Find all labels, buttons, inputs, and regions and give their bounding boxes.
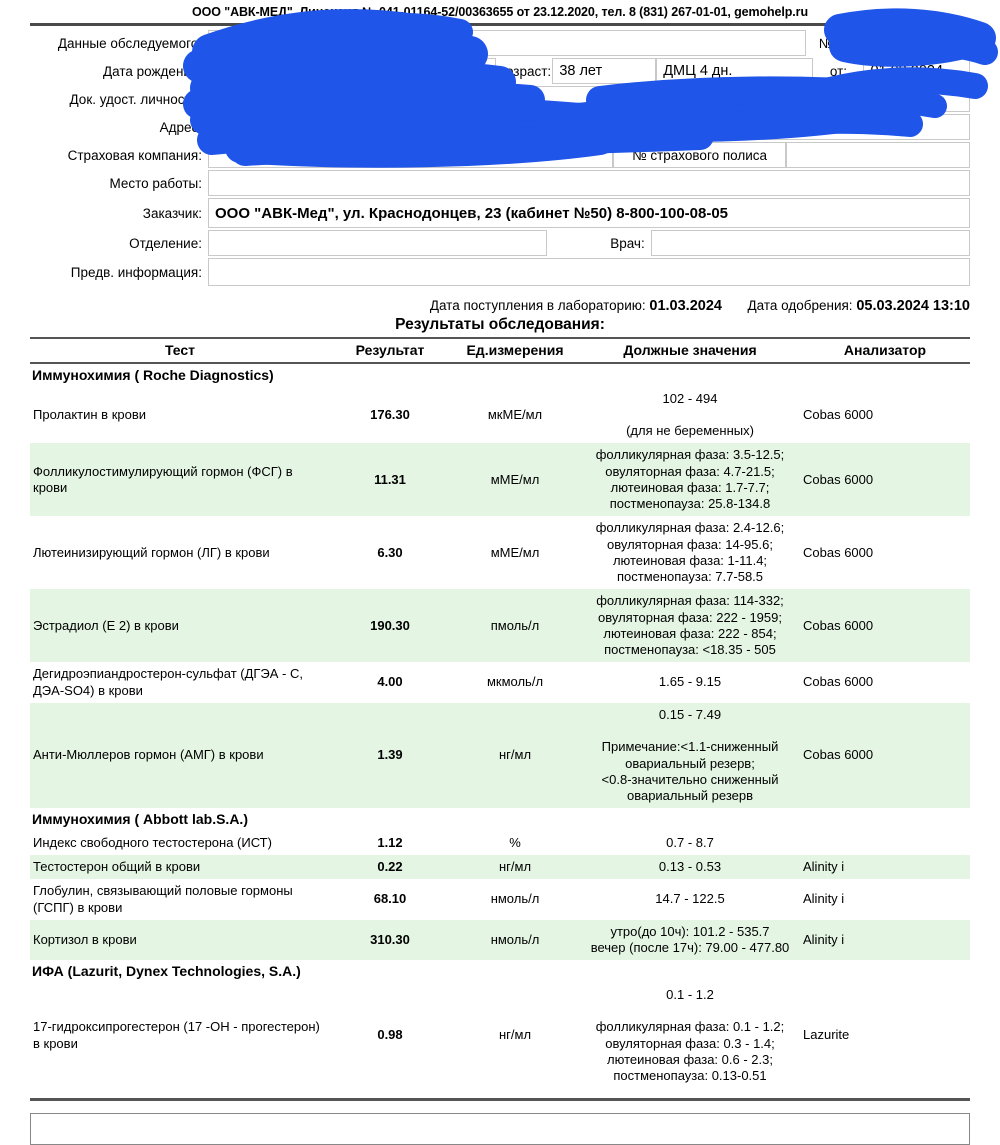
column-header-reference: Должные значения xyxy=(580,338,800,363)
form-row-insurance xyxy=(30,142,970,168)
cell-reference: фолликулярная фаза: 3.5-12.5; овуляторная фаза: 4.7-21.5; лютеиновая фаза: 1.7-7.7; постменопауза: 25.8-134.8 xyxy=(580,443,800,516)
cell-test: Эстрадиол (Е 2) в крови xyxy=(30,589,330,662)
approved-date-label: Дата одобрения: xyxy=(747,298,853,313)
doctor-label: Врач: xyxy=(610,235,645,251)
form-row-patient-data xyxy=(30,30,970,56)
cycle-day-field[interactable]: ДМЦ 4 дн. xyxy=(656,58,813,84)
cell-test: Фолликулостимулирующий гормон (ФСГ) в крови xyxy=(30,443,330,516)
age-field[interactable]: 38 лет xyxy=(552,58,656,84)
cell-analyzer xyxy=(800,831,970,855)
results-table-wrap xyxy=(30,337,970,1088)
license-header: ООО "АВК-МЕД", Лицензия № 041-01164-52/00363655 от 23.12.2020, тел. 8 (831) 267-01-01, gemohelp.ru xyxy=(192,5,808,19)
policy-number-field[interactable] xyxy=(786,142,970,168)
customer-field[interactable]: ООО "АВК-Мед", ул. Краснодонцев, 23 (кабинет №50) 8-800-100-08-05 xyxy=(208,198,970,228)
table-row xyxy=(30,920,970,961)
cell-test: Кортизол в крови xyxy=(30,920,330,961)
form-row-workplace xyxy=(30,170,970,196)
table-row xyxy=(30,879,970,920)
workplace-field[interactable] xyxy=(208,170,970,196)
cell-test: Лютеинизирующий гормон (ЛГ) в крови xyxy=(33,544,270,560)
form-row-address xyxy=(30,114,970,140)
cell-reference: 14.7 - 122.5 xyxy=(655,891,725,907)
cell-analyzer: Lazurite xyxy=(803,1027,850,1043)
table-row xyxy=(30,387,970,444)
cell-result: 176.30 xyxy=(370,406,410,422)
cell-reference: фолликулярная фаза: 2.4-12.6; овуляторная фаза: 14-95.6; лютеиновая фаза: 1-11.4; постменопауза: 7.7-58.5 xyxy=(595,520,785,584)
cell-analyzer: Alinity i xyxy=(800,920,970,961)
table-row xyxy=(30,855,970,879)
table-row xyxy=(30,589,970,662)
cell-reference: фолликулярная фаза: 114-332; овуляторная фаза: 222 - 1959; лютеиновая фаза: 222 - 854; постменопауза: <18.35 - 505 xyxy=(580,589,800,662)
cell-result: 11.31 xyxy=(330,443,450,516)
cell-test: Индекс свободного тестостерона (ИСТ) xyxy=(33,834,272,850)
cell-reference: утро(до 10ч): 101.2 - 535.7 вечер (после 17ч): 79.00 - 477.80 xyxy=(580,920,800,961)
from-date-field[interactable]: 01.03.2024 xyxy=(863,58,970,84)
cell-test: Тестостерон общий в крови xyxy=(30,855,330,879)
age-label: Возраст: xyxy=(496,58,552,84)
cell-units: % xyxy=(509,834,521,850)
results-table-body xyxy=(30,363,970,1088)
prelim-info-label: Предв. информация: xyxy=(70,264,202,280)
approved-date-value: 05.03.2024 13:10 xyxy=(856,298,970,314)
cell-reference: 1.65 - 9.15 xyxy=(658,674,722,690)
cell-result: 4.00 xyxy=(377,674,403,690)
cell-result: 310.30 xyxy=(330,920,450,961)
cell-units: мМЕ/мл xyxy=(450,443,580,516)
policy-number-label: № страхового полиса xyxy=(613,142,787,168)
table-row xyxy=(30,443,970,516)
cell-analyzer: Cobas 6000 xyxy=(803,674,874,690)
department-field[interactable] xyxy=(208,230,547,256)
cell-reference: 0.15 - 7.49 Примечание:<1.1-сниженный овариальный резерв; <0.8-значительно сниженный овариальный резерв xyxy=(580,703,800,809)
form-row-birthdate xyxy=(30,58,970,84)
cell-result: 0.98 xyxy=(377,1027,403,1043)
cell-units: мкмоль/л xyxy=(486,674,544,690)
prelim-info-field[interactable] xyxy=(208,258,970,286)
patient-form xyxy=(30,26,970,286)
id-document-label: Док. удост. личности: xyxy=(69,91,202,107)
gender-field[interactable]: женский xyxy=(409,58,496,84)
id-document-field[interactable] xyxy=(208,86,970,112)
results-title: Результаты обследования: xyxy=(395,316,605,333)
cell-reference: 0.7 - 8.7 xyxy=(666,834,714,850)
results-table xyxy=(30,337,970,1088)
column-header-result: Результат xyxy=(330,338,450,363)
cell-units: нмоль/л xyxy=(490,891,540,907)
cell-result: 190.30 xyxy=(330,589,450,662)
table-row xyxy=(30,516,970,589)
cell-analyzer: Cobas 6000 xyxy=(803,544,874,560)
cell-units: нг/мл xyxy=(450,703,580,809)
column-header-units: Ед.измерения xyxy=(450,338,580,363)
insurance-company-label: Страховая компания: xyxy=(67,147,202,163)
cell-analyzer: Alinity i xyxy=(800,855,970,879)
group-label: ИФА (Lazurit, Dynex Technologies, S.A.) xyxy=(30,960,970,983)
form-row-customer xyxy=(30,198,970,228)
cell-units: мМЕ/мл xyxy=(490,544,540,560)
table-row xyxy=(30,831,970,855)
number-field[interactable] xyxy=(846,30,970,56)
cell-units: пмоль/л xyxy=(450,589,580,662)
cell-test: Пролактин в крови xyxy=(33,406,147,422)
table-group-row xyxy=(30,363,970,387)
cell-test: Глобулин, связывающий половые гормоны (ГСПГ) в крови xyxy=(33,883,293,915)
group-label: Иммунохимия ( Abbott lab.S.A.) xyxy=(30,808,970,831)
cell-units: нг/мл xyxy=(450,855,580,879)
cell-reference: 102 - 494 (для не беременных) xyxy=(626,390,754,438)
cell-analyzer: Cobas 6000 xyxy=(800,589,970,662)
cell-analyzer: Cobas 6000 xyxy=(800,703,970,809)
form-row-department xyxy=(30,230,970,256)
cell-analyzer: Cobas 6000 xyxy=(803,406,874,422)
column-header-test: Тест xyxy=(30,338,330,363)
cell-test: Анти-Мюллеров гормон (АМГ) в крови xyxy=(30,703,330,809)
group-label: Иммунохимия ( Roche Diagnostics) xyxy=(30,363,970,387)
cell-reference: 0.13 - 0.53 xyxy=(580,855,800,879)
cell-units: нг/мл xyxy=(498,1027,532,1043)
column-header-analyzer: Анализатор xyxy=(800,338,970,363)
table-header-row xyxy=(30,338,970,363)
address-label: Адрес: xyxy=(159,119,202,135)
cell-test: Дегидроэпиандростерон-сульфат (ДГЭА - С, ДЭА-SO4) в крови xyxy=(33,666,303,698)
cell-test: 17-гидроксипрогестерон (17 -ОН - прогестерон) в крови xyxy=(33,1019,320,1051)
cell-analyzer: Alinity i xyxy=(803,891,845,907)
cell-result: 1.12 xyxy=(377,834,403,850)
number-label: № xyxy=(818,35,834,51)
doctor-field[interactable] xyxy=(651,230,970,256)
from-label: от: xyxy=(829,63,848,79)
cell-units: мкМЕ/мл xyxy=(487,406,543,422)
received-date-value: 01.03.2024 xyxy=(649,298,722,314)
birthdate-field[interactable] xyxy=(208,58,409,84)
patient-data-field[interactable] xyxy=(208,30,806,56)
workplace-label: Место работы: xyxy=(109,175,202,191)
patient-data-label: Данные обследуемого: xyxy=(57,35,202,51)
department-label: Отделение: xyxy=(129,235,202,251)
cell-result: 1.39 xyxy=(330,703,450,809)
table-row xyxy=(30,662,970,703)
dates-line xyxy=(0,288,1000,314)
customer-label: Заказчик: xyxy=(142,205,202,221)
table-group-row xyxy=(30,808,970,831)
table-row xyxy=(30,703,970,809)
form-row-id-document xyxy=(30,86,970,112)
cell-result: 6.30 xyxy=(377,544,403,560)
cell-result: 0.22 xyxy=(330,855,450,879)
table-row xyxy=(30,983,970,1089)
cell-result: 68.10 xyxy=(373,891,407,907)
insurance-company-field[interactable] xyxy=(208,142,613,168)
birthdate-label: Дата рождения: xyxy=(103,63,202,79)
footer-box xyxy=(30,1113,970,1145)
cell-analyzer: Cobas 6000 xyxy=(800,443,970,516)
table-bottom-divider xyxy=(30,1098,970,1101)
form-row-prelim-info xyxy=(30,258,970,286)
cell-reference: 0.1 - 1.2 фолликулярная фаза: 0.1 - 1.2; овуляторная фаза: 0.3 - 1.4; лютеиновая фаза: 0.6 - 2.3; постменопауза: 0.13-0.51 xyxy=(595,986,785,1083)
address-field[interactable] xyxy=(208,114,970,140)
cell-units: нмоль/л xyxy=(450,920,580,961)
received-date-label: Дата поступления в лабораторию: xyxy=(429,298,646,313)
table-group-row xyxy=(30,960,970,983)
